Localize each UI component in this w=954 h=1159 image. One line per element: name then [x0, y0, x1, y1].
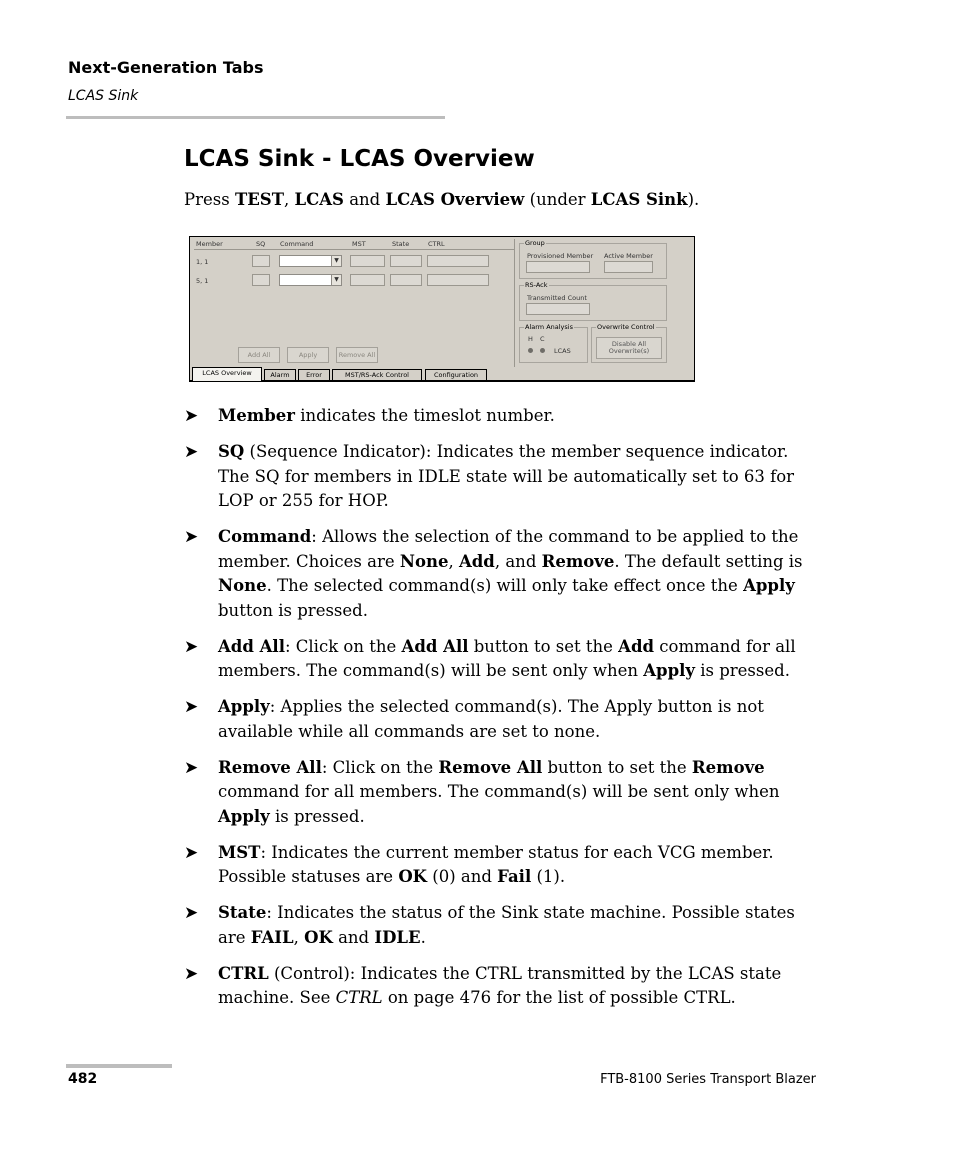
page-number: 482 [68, 1071, 98, 1087]
arrow-bullet-icon: ➤ [184, 406, 199, 426]
col-state: State [392, 240, 410, 248]
bullet-sq: ➤ SQ (Sequence Indicator): Indicates the member sequence indicator. The SQ for members in IDLE state will be automatically set to 63 for LOP or 255 for HOP. [184, 442, 795, 510]
running-header-subtitle: LCAS Sink [68, 88, 139, 104]
overwrite-control-label: Overwrite Control [597, 323, 655, 331]
bullet-add-all: ➤ Add All: Click on the Add All button to set the Add command for all members. The command(s) will be sent only when Apply is pressed. [184, 636, 796, 680]
active-member-label: Active Member [604, 252, 653, 260]
panel-divider [514, 239, 515, 367]
transmitted-count-label: Transmitted Count [527, 294, 587, 302]
intro-paragraph: Press TEST, LCAS and LCAS Overview (under LCAS Sink). [184, 190, 700, 209]
remove-all-button[interactable]: Remove All [336, 347, 378, 363]
tab-alarm[interactable]: Alarm [264, 369, 296, 381]
transmitted-count-field [526, 303, 590, 315]
chevron-down-icon[interactable]: ▼ [331, 256, 341, 266]
running-header-title: Next-Generation Tabs [68, 58, 264, 77]
led-c-icon [540, 348, 545, 353]
led-h-icon [528, 348, 533, 353]
tab-configuration[interactable]: Configuration [425, 369, 487, 381]
add-all-button[interactable]: Add All [238, 347, 280, 363]
header-rule [66, 116, 445, 119]
col-ctrl: CTRL [428, 240, 445, 248]
group-box [519, 239, 667, 279]
tab-lcas-overview[interactable]: LCAS Overview [192, 367, 262, 381]
arrow-bullet-icon: ➤ [184, 636, 199, 657]
member-row-1: 1, 1 [196, 258, 209, 266]
arrow-bullet-icon: ➤ [184, 842, 199, 863]
provisioned-member-label: Provisioned Member [527, 252, 594, 260]
footer-rule [66, 1064, 172, 1068]
bullet-remove-all: ➤ Remove All: Click on the Remove All button to set the Remove command for all members. The command(s) will be sent only when Apply is pressed. [184, 757, 780, 826]
sq-cell-2 [252, 274, 270, 286]
member-row-2: 5, 1 [196, 277, 209, 285]
arrow-bullet-icon: ➤ [184, 527, 199, 547]
alarm-c-label: C [540, 335, 545, 343]
mst-cell-2 [350, 274, 385, 286]
group-label: Group [525, 239, 545, 247]
alarm-lcas-label: LCAS [554, 347, 571, 355]
section-title: LCAS Sink - LCAS Overview [184, 146, 535, 172]
alarm-h-label: H [528, 335, 533, 343]
active-member-field [604, 261, 653, 273]
ctrl-cell-2 [427, 274, 489, 286]
ctrl-cell-1 [427, 255, 489, 267]
mst-cell-1 [350, 255, 385, 267]
rs-ack-box [519, 281, 667, 321]
bullet-state: ➤ State: Indicates the status of the Sink state machine. Possible states are FAIL, OK and IDLE. [184, 903, 795, 947]
bullet-ctrl: ➤ CTRL (Control): Indicates the CTRL transmitted by the LCAS state machine. See CTRL on page 476 for the list of possible CTRL. [184, 963, 782, 1007]
bullet-apply: ➤ Apply: Applies the selected command(s). The Apply button is not available while all commands are set to none. [184, 697, 764, 741]
ctrl-cross-reference[interactable]: CTRL [335, 988, 383, 1007]
sq-cell-1 [252, 255, 270, 267]
rs-ack-label: RS-Ack [525, 281, 548, 289]
state-cell-2 [390, 274, 422, 286]
lcas-overview-screenshot [189, 236, 695, 382]
bullet-member: ➤ Member indicates the timeslot number. [184, 404, 824, 429]
footer-product-name: FTB-8100 Series Transport Blazer [600, 1072, 816, 1087]
bullet-list [184, 404, 824, 1022]
col-command: Command [280, 240, 314, 248]
arrow-bullet-icon: ➤ [184, 442, 199, 462]
arrow-bullet-icon: ➤ [184, 903, 199, 923]
col-sq: SQ [256, 240, 266, 248]
bullet-command: ➤ Command: Allows the selection of the command to be applied to the member. Choices are None, Add, and Remove. The default setting is None. The selected command(s) will only take effect once the Apply button is pressed. [184, 527, 803, 620]
provisioned-member-field [526, 261, 590, 273]
state-cell-1 [390, 255, 422, 267]
chevron-down-icon[interactable]: ▼ [331, 275, 341, 285]
overwrite-control-box [591, 323, 667, 363]
arrow-bullet-icon: ➤ [184, 757, 199, 778]
col-mst: MST [352, 240, 366, 248]
col-member: Member [196, 240, 223, 248]
command-select-1[interactable] [279, 255, 342, 267]
header-divider [194, 249, 514, 250]
arrow-bullet-icon: ➤ [184, 963, 199, 984]
command-select-2[interactable] [279, 274, 342, 286]
tab-error[interactable]: Error [298, 369, 330, 381]
tab-mst-rs-ack-control[interactable]: MST/RS-Ack Control [332, 369, 422, 381]
arrow-bullet-icon: ➤ [184, 697, 199, 717]
apply-button[interactable]: Apply [287, 347, 329, 363]
alarm-analysis-label: Alarm Analysis [525, 323, 573, 331]
bullet-mst: ➤ MST: Indicates the current member status for each VCG member. Possible statuses are OK (0) and Fail (1). [184, 842, 774, 886]
alarm-analysis-box [519, 323, 588, 363]
disable-all-overwrites-button[interactable]: Disable All Overwrite(s) [596, 337, 662, 359]
